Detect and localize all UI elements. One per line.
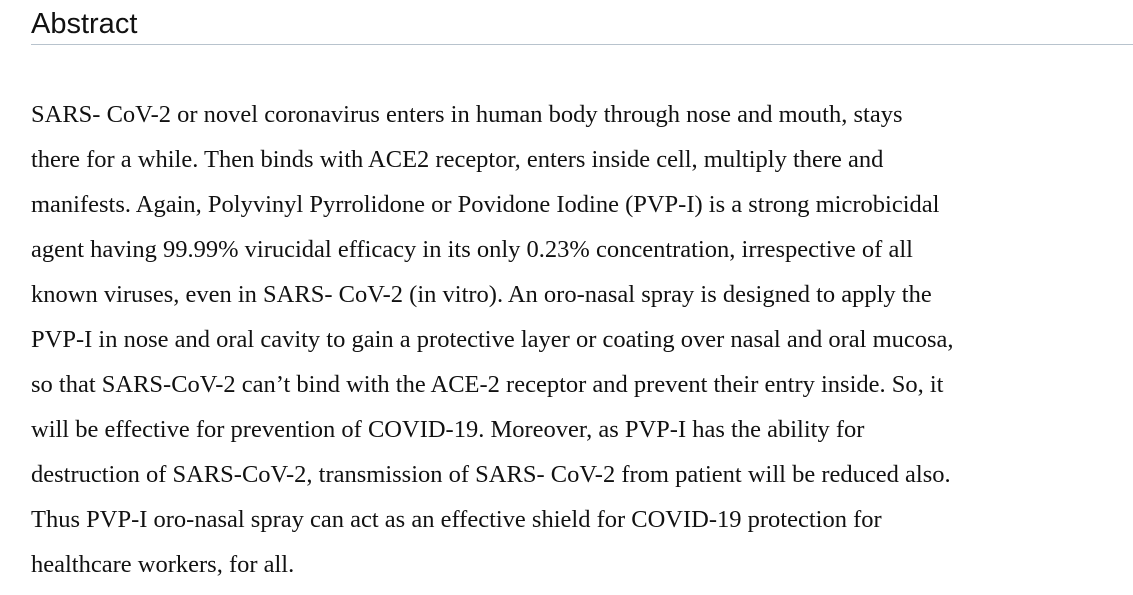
abstract-line: destruction of SARS-CoV-2, transmission of SARS- CoV-2 from patient will be reduced also.: [31, 461, 951, 488]
abstract-heading: Abstract: [31, 0, 1133, 45]
abstract-line: Thus PVP-I oro-nasal spray can act as an effective shield for COVID-19 protection for: [31, 506, 882, 533]
abstract-line: so that SARS-CoV-2 can’t bind with the ACE-2 receptor and prevent their entry inside. So, it: [31, 371, 944, 398]
abstract-line: known viruses, even in SARS- CoV-2 (in vitro). An oro-nasal spray is designed to apply the: [31, 281, 932, 308]
abstract-line: SARS- CoV-2 or novel coronavirus enters in human body through nose and mouth, stays: [31, 101, 903, 128]
abstract-line: will be effective for prevention of COVID-19. Moreover, as PVP-I has the ability for: [31, 416, 865, 443]
abstract-section: [31, 0, 1133, 587]
abstract-line: manifests. Again, Polyvinyl Pyrrolidone or Povidone Iodine (PVP-I) is a strong microbicidal: [31, 191, 940, 218]
abstract-line: PVP-I in nose and oral cavity to gain a protective layer or coating over nasal and oral mucosa,: [31, 326, 954, 353]
abstract-body: [31, 92, 1131, 587]
abstract-line: agent having 99.99% virucidal efficacy in its only 0.23% concentration, irrespective of all: [31, 236, 913, 263]
abstract-line: there for a while. Then binds with ACE2 receptor, enters inside cell, multiply there and: [31, 146, 884, 173]
abstract-line: healthcare workers, for all.: [31, 551, 295, 578]
